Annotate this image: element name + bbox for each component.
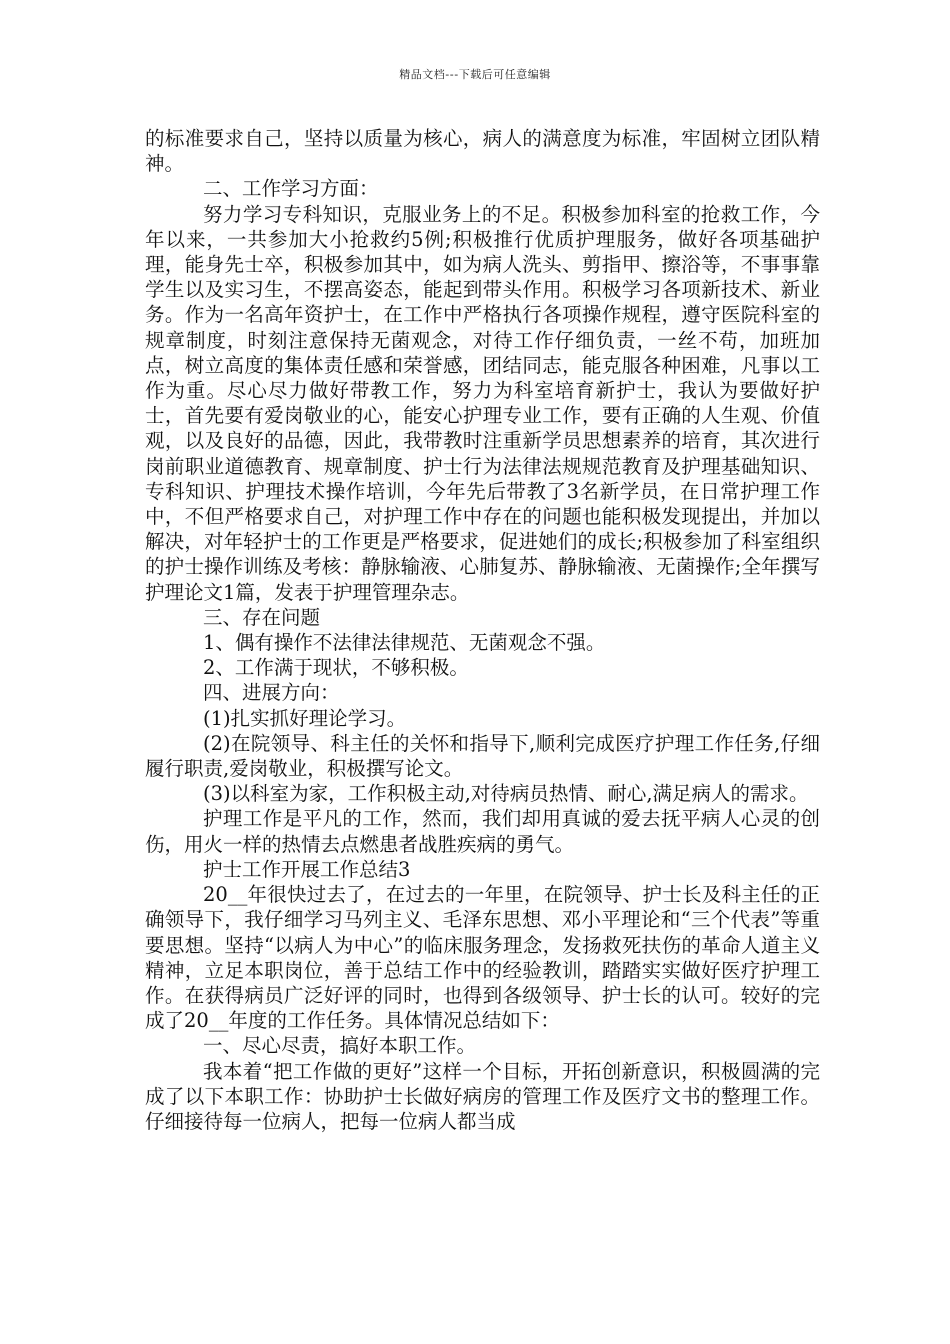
section-heading: 四、进展方向： bbox=[203, 681, 340, 705]
list-item: (1)扎实抓好理论学习。 bbox=[203, 706, 407, 730]
section-heading: 二、工作学习方面： bbox=[203, 177, 379, 201]
section-title: 护士工作开展工作总结3 bbox=[203, 857, 411, 881]
paragraph: 我本着“把工作做的更好”这样一个目标，开拓创新意识，积极圆满的完成了以下本职工作：协助护士长做好病房的管理工作及医疗文书的整理工作。仔细接待每一位病人，把每一位病人都当成 bbox=[145, 1059, 820, 1133]
paragraph: 护理工作是平凡的工作，然而，我们却用真诚的爱去抚平病人心灵的创伤，用火一样的热情去点燃患者战胜疾病的勇气。 bbox=[145, 807, 820, 856]
paragraph: 的标准要求自己，坚持以质量为核心，病人的满意度为标准，牢固树立团队精神。 bbox=[145, 127, 820, 176]
list-item: (2)在院领导、科主任的关怀和指导下,顺利完成医疗护理工作任务,仔细履行职责,爱岗敬业，积极撰写论文。 bbox=[145, 731, 820, 781]
page-header: 精品文档---下载后可任意编辑 bbox=[399, 68, 551, 81]
document-body bbox=[145, 126, 820, 1134]
list-item: (3)以科室为家，工作积极主动,对待病员热情、耐心,满足病人的需求。 bbox=[203, 782, 809, 806]
paragraph: 20__年很快过去了，在过去的一年里，在院领导、护士长及科主任的正确领导下，我仔细学习马列主义、毛泽东思想、邓小平理论和“三个代表”等重要思想。坚持“以病人为中心”的临床服务理念，发扬救死扶伤的革命人道主义精神，立足本职岗位，善于总结工作中的经验教训，踏踏实实做好医疗护理工作。在获得病员广泛好评的同时，也得到各级领导、护士长的认可。较好的完成了20__年度的工作任务。具体情况总结如下： bbox=[145, 883, 820, 1033]
section-heading: 一、尽心尽责，搞好本职工作。 bbox=[203, 1034, 477, 1058]
list-item: 1、偶有操作不法律法律规范、无菌观念不强。 bbox=[203, 631, 606, 655]
section-heading: 三、存在问题 bbox=[203, 605, 321, 629]
list-item: 2、工作满于现状，不够积极。 bbox=[203, 656, 469, 680]
paragraph: 努力学习专科知识，克服业务上的不足。积极参加科室的抢救工作，今年以来，一共参加大小抢救约5例;积极推行优质护理服务，做好各项基础护理，能身先士卒，积极参加其中，如为病人洗头、剪指甲、擦浴等，不事事靠学生以及实习生，不摆高姿态，能起到带头作用。积极学习各项新技术、新业务。作为一名高年资护士，在工作中严格执行各项操作规程，遵守医院科室的规章制度，时刻注意保持无菌观念，对待工作仔细负责，一丝不苟，加班加点，树立高度的集体责任感和荣誉感，团结同志，能克服各种困难，凡事以工作为重。尽心尽力做好带教工作，努力为科室培育新护士，我认为要做好护士，首先要有爱岗敬业的心，能安心护理专业工作，要有正确的人生观、价值观，以及良好的品德，因此，我带教时注重新学员思想素养的培育，其次进行岗前职业道德教育、规章制度、护士行为法律法规规范教育及护理基础知识、专科知识、护理技术操作培训，今年先后带教了3名新学员，在日常护理工作中，不但严格要求自己，对护理工作中存在的问题也能积极发现提出，并加以解决，对年轻护士的工作更是严格要求，促进她们的成长;积极参加了科室组织的护士操作训练及考核：静脉输液、心肺复苏、静脉输液、无菌操作;全年撰写护理论文1篇，发表于护理管理杂志。 bbox=[145, 202, 820, 604]
